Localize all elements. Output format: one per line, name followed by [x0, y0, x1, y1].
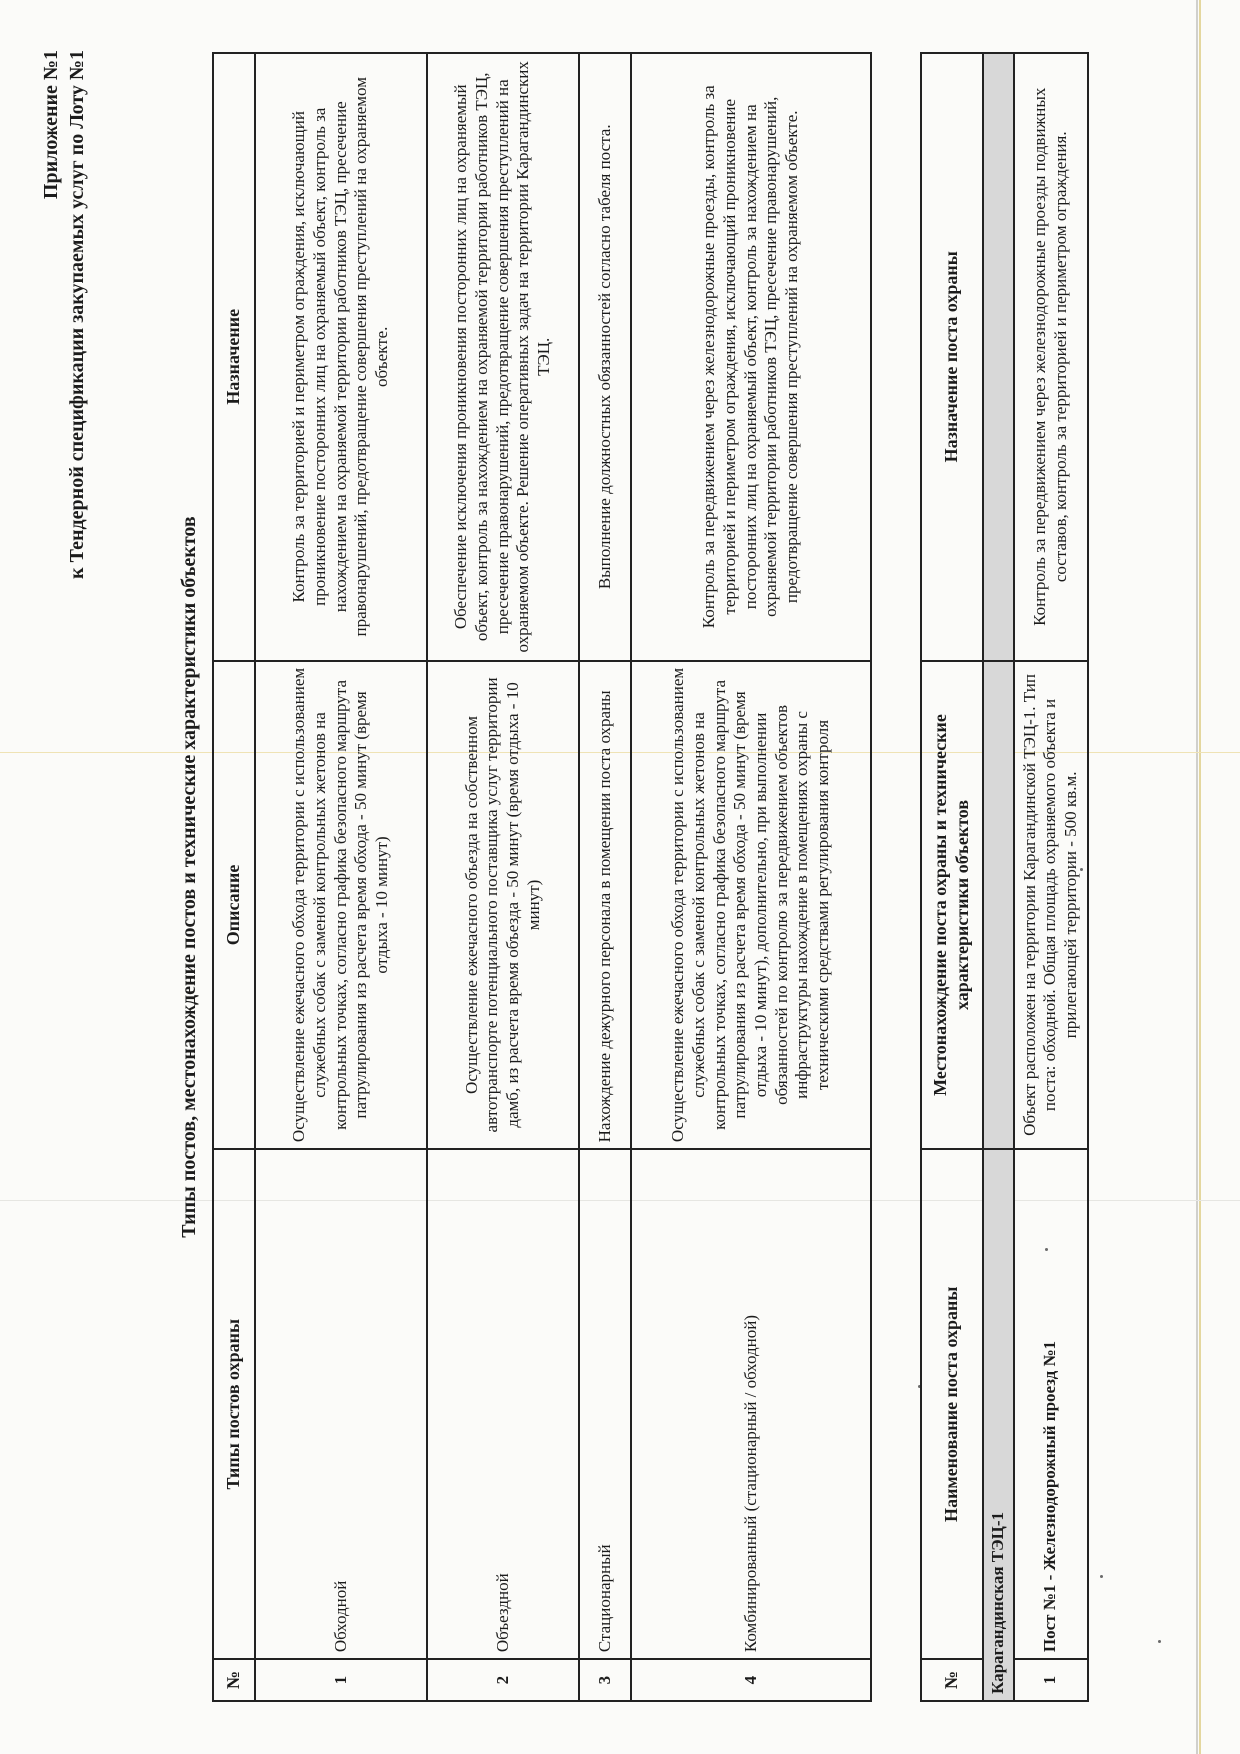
post-description: Осуществление ежечасного обхода территории с использованием служебных собак с заменой контрольных жетонов на контрольных точках, согласно графика безопасного маршрута патрулирования из расчета время обхода - 50 минут (время отдыха - 10 минут)	[255, 661, 427, 1150]
post-description: Нахождение дежурного персонала в помещении поста охраны	[579, 661, 631, 1150]
row-number: 1	[1014, 1659, 1088, 1701]
post-purpose: Контроль за территорией и периметром ограждения, исключающий проникновение посторонних лиц на охраняемый объект, контроль за нахождением на охраняемой территории работников ТЭЦ, пресечение правонарушений, предотвращение совершения преступлений на охраняемом объекте.	[255, 53, 427, 661]
table-header-row	[921, 53, 983, 1701]
post-name: Пост №1 - Железнодорожный проезд №1	[1014, 1149, 1088, 1659]
post-type: Стационарный	[579, 1149, 631, 1659]
post-type: Обходной	[255, 1149, 427, 1659]
column-header-location: Местонахождение поста охраны и технические характеристики объектов	[921, 661, 983, 1150]
table-row	[427, 53, 579, 1701]
column-header-description: Описание	[213, 661, 255, 1150]
table-row	[255, 53, 427, 1701]
post-types-table	[212, 52, 872, 1702]
row-number: 3	[579, 1659, 631, 1701]
column-header-post-type: Типы постов охраны	[213, 1149, 255, 1659]
table-header-row	[213, 53, 255, 1701]
document-title: Типы постов, местонахождение постов и технические характеристики объектов	[178, 516, 200, 1238]
post-description: Осуществление ежечасного обхода территории с использованием служебных собак с заменой контрольных жетонов на контрольных точках, согласно графика безопасного маршрута патрулирования из расчета время обхода - 50 минут (время отдыха - 10 минут), дополнительно, при выполнении обязанностей по контролю за передвижением объектов инфраструктуры нахождение в помещениях охраны с техническими средствами регулирования контроля	[631, 661, 871, 1150]
group-cell	[983, 661, 1014, 1150]
post-locations-table	[920, 52, 1089, 1702]
annex-subtitle: к Тендерной спецификации закупаемых услуг по Лоту №1	[66, 50, 88, 579]
group-row	[983, 53, 1014, 1701]
row-number: 2	[427, 1659, 579, 1701]
post-purpose: Обеспечение исключения проникновения посторонних лиц на охраняемый объект, контроль за нахождением на охраняемой территории работников ТЭЦ, пресечение правонарушений, предотвращение совершения преступлений на охраняемом объекте. Решение оперативных задач на территории Карагандинских ТЭЦ.	[427, 53, 579, 661]
column-header-post-name: Наименование поста охраны	[921, 1149, 983, 1659]
post-purpose: Выполнение должностных обязанностей согласно табеля поста.	[579, 53, 631, 661]
post-description: Осуществление ежечасного объезда на собственном автотранспорте потенциального поставщика услуг территории дамб, из расчета время объезда - 50 минут (время отдыха - 10 минут)	[427, 661, 579, 1150]
column-header-number: №	[921, 1659, 983, 1701]
post-location: Объект расположен на территории Карагандинской ТЭЦ-1. Тип поста: обходной. Общая площадь охраняемого объекта и прилегающей территории - 500 кв.м.	[1014, 661, 1088, 1150]
table-row	[631, 53, 871, 1701]
group-cell	[983, 53, 1014, 661]
row-number: 1	[255, 1659, 427, 1701]
post-purpose: Контроль за передвижением через железнодорожные проезды, контроль за территорией и периметром ограждения, исключающий проникновение посторонних лиц на охраняемый объект, контроль за нахождением на охраняемой территории работников ТЭЦ, пресечение правонарушений, предотвращение совершения преступлений на охраняемом объекте.	[631, 53, 871, 661]
column-header-number: №	[213, 1659, 255, 1701]
post-type: Комбинированный (стационарный / обходной)	[631, 1149, 871, 1659]
post-type: Объездной	[427, 1149, 579, 1659]
post-purpose: Контроль за передвижением через железнодорожные проезды подвижных составов, контроль за территорией и периметром ограждения.	[1014, 53, 1088, 661]
table-row	[1014, 53, 1088, 1701]
column-header-purpose: Назначение	[213, 53, 255, 661]
annex-number: Приложение №1	[40, 50, 62, 200]
column-header-post-purpose: Назначение поста охраны	[921, 53, 983, 661]
table-row	[579, 53, 631, 1701]
row-number: 4	[631, 1659, 871, 1701]
group-title: Карагандинская ТЭЦ-1	[983, 1149, 1014, 1701]
